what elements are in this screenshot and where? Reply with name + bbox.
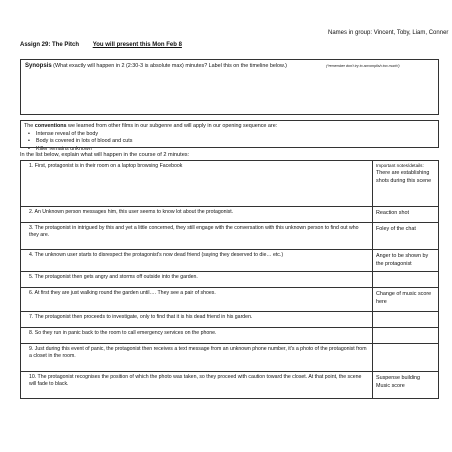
conventions-text: we learned from other films in our subgenre and will apply in our opening sequence are: (66, 123, 278, 129)
table-row (21, 328, 439, 344)
notes-cell (373, 312, 439, 328)
event-cell: 8. So they run in panic back to the room to call emergency services on the phone. (21, 328, 373, 344)
synopsis-prompt: (What exactly will happen in 2 (2:30-3 is absolute max) minutes? Label this on the timeline below.) (51, 63, 287, 69)
table-row (21, 288, 439, 312)
notes-cell: Anger to be shown by the protagonist (373, 250, 439, 272)
event-cell: 7. The protagonist then proceeds to investigate, only to find that it is his dead friend in his garden. (21, 312, 373, 328)
table-row (21, 207, 439, 223)
notes-cell (373, 272, 439, 288)
table-row (21, 223, 439, 250)
notes-cell (373, 161, 439, 207)
convention-item: • Killer remains unknown (36, 146, 435, 153)
conventions-list (24, 131, 435, 153)
table-row (21, 272, 439, 288)
table-row (21, 372, 439, 399)
conventions-intro (24, 123, 435, 129)
notes-cell (373, 328, 439, 344)
notes-cell: Change of music score here (373, 288, 439, 312)
group-names: Names in group: Vincent, Toby, Liam, Conner (328, 30, 449, 36)
event-cell: 5. The protagonist then gets angry and storms off outside into the garden. (21, 272, 373, 288)
synopsis-box (20, 59, 439, 115)
table-row (21, 344, 439, 372)
synopsis-note: (*remember don't try to accomplish too much!) (326, 64, 400, 68)
notes-text: Music score (376, 383, 405, 389)
assignment-label: Assign 29: The Pitch (20, 42, 80, 48)
event-cell: 3. The protagonist in intrigued by this and yet a little concerned, they still engage with the conversation with this unknown person to find out who they are. (21, 223, 373, 250)
notes-cell: Reaction shot (373, 207, 439, 223)
table-row (21, 250, 439, 272)
presentation-date: You will present this Mon Feb 8 (92, 42, 182, 48)
event-cell: 10. The protagonist recognises the position of which the photo was taken, so they proceed with caution toward the closet. At that point, the scene will fade to black. (21, 372, 373, 399)
convention-item: • Body is covered in lots of blood and cuts (36, 138, 435, 145)
event-cell: 2. An Unknown person messages him, this user seems to know lot about the protagonist. (21, 207, 373, 223)
event-cell: 1. First, protagonist is in their room on a laptop browsing Facebook (21, 161, 373, 207)
notes-text: Suspense building (376, 375, 421, 381)
event-cell: 6. At first they are just walking round the garden until…. They see a pair of shoes. (21, 288, 373, 312)
notes-text: There are establishing shots during this scene (376, 170, 432, 184)
notes-cell: Foley of the chat (373, 223, 439, 250)
events-table (20, 160, 439, 399)
conventions-label: conventions (34, 123, 67, 129)
conventions-prefix: The (24, 123, 35, 129)
assignment-title (20, 42, 182, 48)
event-cell: 9. Just during this event of panic, the protagonist then receives a text message from an unknown phone number, it's a photo of the protagonist from a closet in the room. (21, 344, 373, 372)
list-intro: In the list below, explain what will happen in the course of 2 minutes: (20, 152, 190, 158)
synopsis-label: Synopsis (25, 63, 52, 69)
table-row (21, 161, 439, 207)
event-cell: 4. The unknown user starts to disrespect the protagonist's now dead friend (saying they deserved to die… etc.) (21, 250, 373, 272)
notes-cell (373, 372, 439, 399)
notes-header: Important notes/details: (376, 163, 424, 168)
conventions-section (20, 120, 439, 156)
table-row (21, 312, 439, 328)
convention-item: • Intense reveal of the body (36, 131, 435, 138)
notes-cell (373, 344, 439, 372)
